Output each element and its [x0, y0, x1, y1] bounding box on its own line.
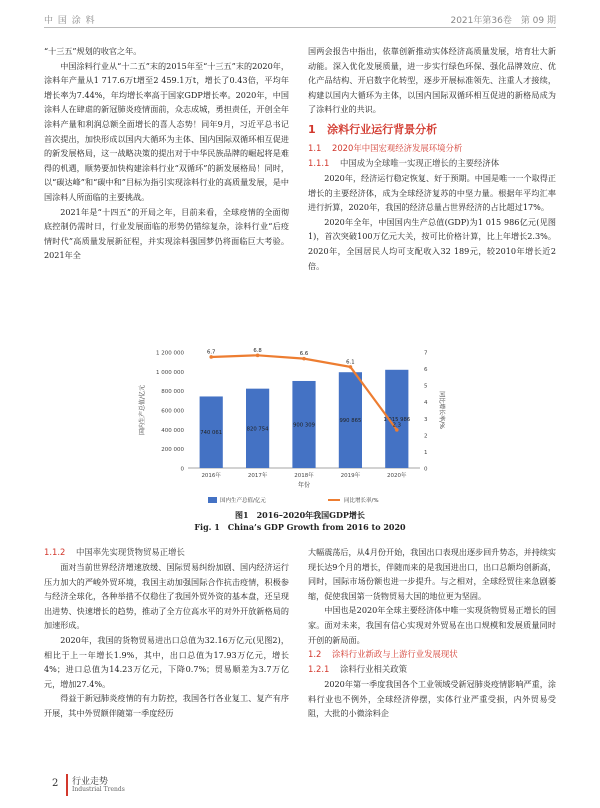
paragraph: 2021年是“十四五”的开局之年，目前来看，全球疫情的全面彻底控制仍需时日，行业发展面临的形势仍错综复杂，涂料行业“后疫情时代”高质量发展新征程，并实现涂料强国梦仍将面临巨大考验。2021年全: [44, 206, 289, 261]
y-tick-label-right: 7: [424, 350, 428, 357]
subsubsection-number: 1.1.2: [44, 547, 66, 557]
line-point: [395, 428, 399, 432]
y-tick-label-right: 1: [424, 449, 428, 456]
section-number: 1: [308, 122, 316, 136]
subsection-number: 1.1: [308, 142, 322, 153]
subsubsection-title: 中国率先实现货物贸易正增长: [75, 547, 185, 557]
y-tick-label-left: 200 000: [161, 447, 184, 454]
line-data-label: 2.3: [392, 422, 402, 429]
footer-divider: [66, 774, 68, 796]
bar-data-label: 900 309: [293, 422, 315, 429]
subsection-title: 涂料行业新政与上游行业发展现状: [332, 649, 458, 660]
paragraph: “十三五”规划的收官之年。: [44, 46, 142, 56]
figure-caption-cn: 图1 2016–2020年我国GDP增长: [235, 510, 365, 520]
paragraph: 2020年，我国的货物贸易进出口总值为32.16万亿元(见图2)，相比于上一年增长1.9%，其中，出口总值为17.93万亿元，增长4%；进口总值为14.23万亿元，下降0.7%；贸易顺差为3.7万亿元，增加27.4%。: [44, 634, 289, 689]
x-tick-label: 2018年: [294, 473, 314, 479]
paragraph: 中国涂料行业从“十二五”末的2015年至“十三五”末的2020年，涂料年产量从1 717.6万t增至2 459.1万t，增长了0.43倍，平均年增长率为7.44%，年均增长率高于国家GDP增长率。2020年，中国涂料人在肆虐的新冠肺炎疫情面前，众志成城，勇担责任，开创全年涂料产量和利润总额全面增长的喜人态势！同年9月，习近平总书记首次提出，加快形成以国内大循环为主体、国内国际双循环相互促进的新发展格局，这一战略决策的提出对于中华民族品牌的崛起将是难得的机遇，顺势要加快构建涂料行业“双循环”的新发展格局！同时，以“碳达峰”和“碳中和”目标为指引实现涂料行业的高质量发展，是中国涂料人所面临的主要挑战。: [44, 60, 289, 202]
paragraph: 国两会报告中指出，依靠创新推动实体经济高质量发展，培育壮大新动能。深入优化发展质量，进一步实行绿色环保、强化品牌效应、优化产品结构、开启数字化转型，逐步开展标准领先、注重人才接续，构建以国内大循环为主体，以国内国际双循环相互促进的新格局成为了涂料行业的共识。: [308, 46, 556, 115]
subsubsection-title: 涂料行业相关政策: [339, 664, 407, 675]
figure-caption-en: Fig. 1 China’s GDP Growth from 2016 to 2020: [194, 522, 406, 532]
legend-label-line: 同比增长率/%: [344, 498, 379, 504]
y-tick-label-left: 0: [180, 466, 184, 473]
legend-label-bar: 国内生产总值/亿元: [220, 498, 266, 504]
subsection-number: 1.2: [308, 649, 322, 660]
subsubsection-heading: [44, 545, 289, 560]
paragraph: 2020年第一季度我国各个工业领域受新冠肺炎疫情影响严重，涂料行业也不例外，全球经济停摆，实体行业严重受损，内外贸易受阻，大批的小微涂料企: [308, 679, 556, 719]
line-data-label: 6.1: [346, 359, 355, 366]
section-name-en: Industrial Trends: [72, 786, 125, 793]
issue-info: 2021年第36卷 第 09 期: [450, 16, 556, 26]
y-tick-label-left: 600 000: [161, 408, 184, 415]
subsubsection-heading: [308, 156, 556, 171]
bar-data-label: 990 865: [339, 418, 362, 425]
subsubsection-heading: [308, 662, 556, 677]
paragraph: 2020年全年，中国国内生产总值(GDP)为1 015 986亿元(见图1)，首次突破100万亿元大关，按可比价格计算，比上年增长2.3%。2020年，全国居民人均可支配收入32 189元，较2010年增长近2倍。: [308, 216, 556, 271]
y-tick-label-right: 4: [424, 400, 428, 407]
x-tick-label: 2017年: [247, 473, 268, 479]
subsubsection-number: 1.1.1: [308, 157, 330, 168]
journal-name: 中 国 涂 料: [44, 16, 96, 26]
line-point: [349, 365, 353, 369]
subsection-heading: [308, 141, 556, 156]
y-tick-label-left: 800 000: [161, 389, 184, 396]
y-tick-label-right: 3: [424, 416, 428, 423]
right-column-bottom: [308, 545, 556, 721]
subsubsection-number: 1.2.1: [308, 664, 330, 675]
paragraph: 中国也是2020年全球主要经济体中唯一实现货物贸易正增长的国家。面对未来，我国有信心实现对外贸易在出口规模和发展质量同时开创的新局面。: [308, 605, 556, 645]
bar-data-label: 820 754: [246, 426, 269, 433]
bar-data-label: 740 061: [200, 430, 223, 437]
paragraph: 得益于新冠肺炎疫情的有力防控，我国各行各业复工、复产有序开展，其中外贸额伴随第一季度经历: [44, 693, 289, 718]
left-column-bottom: [44, 545, 289, 721]
section-title: 涂料行业运行背景分析: [327, 122, 438, 136]
paragraph: 面对当前世界经济增速放缓、国际贸易纠纷加剧、国内经济运行压力加大的严峻外贸环境，我国主动加强国际合作抗击疫情，积极参与经济全球化，各种举措不仅稳住了我国外贸外资的基本盘，还呈现出进势、快速增长的趋势，推动了全方位高水平的对外开放新格局的加速形成。: [44, 562, 289, 631]
line-data-label: 6.6: [299, 351, 309, 358]
line-point: [209, 355, 213, 359]
line-data-label: 6.8: [253, 347, 262, 354]
line-data-label: 6.7: [206, 349, 216, 356]
paragraph: 大幅震荡后，从4月份开始，我国出口表现出逐步回升势态，并持续实现长达9个月的增长，伴随而来的是我国进出口，出口总额均创新高，同时，国际市场份额也进一步提升。与之相对，全球经贸往来急剧萎缩，促使我国第一货物贸易大国的地位更为坚固。: [308, 547, 556, 601]
y-axis-label-left: 国内生产总值/亿元: [139, 384, 146, 436]
bar-data-label: 1 015 986: [383, 416, 411, 423]
y-tick-label-left: 400 000: [161, 427, 184, 434]
paragraph: 2020年，经济运行稳定恢复、好于预期。中国是唯一一个取得正增长的主要经济体，成为全球经济复苏的中坚力量。根据年平均汇率进行折算，2020年，我国的经济总量占世界经济的占比超过17%。: [308, 172, 556, 213]
y-tick-label-right: 5: [424, 383, 428, 390]
y-tick-label-right: 6: [424, 367, 428, 374]
x-tick-label: 2020年: [387, 473, 407, 479]
subsection-title: 2020年中国宏观经济发展环境分析: [332, 142, 463, 153]
line-point: [302, 357, 306, 361]
y-axis-label-right: 同比增长率/%: [438, 391, 445, 429]
subsubsection-title: 中国成为全球唯一实现正增长的主要经济体: [339, 157, 500, 168]
section-heading: [308, 119, 556, 141]
legend-swatch-bar: [208, 497, 217, 503]
x-tick-label: 2019年: [340, 473, 361, 479]
page-number: 2: [52, 778, 59, 789]
y-tick-label-right: 0: [424, 466, 428, 473]
y-tick-label-left: 1 200 000: [156, 350, 184, 357]
x-tick-label: 2016年: [201, 473, 221, 479]
gdp-chart: [120, 340, 485, 510]
right-column-top: [308, 44, 556, 273]
line-point: [256, 354, 260, 358]
y-tick-label-right: 2: [424, 433, 428, 440]
page-footer: [44, 760, 556, 800]
section-name: 行业走势: [72, 777, 109, 787]
left-column-top: [44, 44, 289, 263]
x-axis-label: 年份: [297, 482, 311, 489]
subsection-heading: [308, 647, 556, 662]
y-tick-label-left: 1 000 000: [156, 369, 184, 376]
page-header: [44, 6, 556, 28]
